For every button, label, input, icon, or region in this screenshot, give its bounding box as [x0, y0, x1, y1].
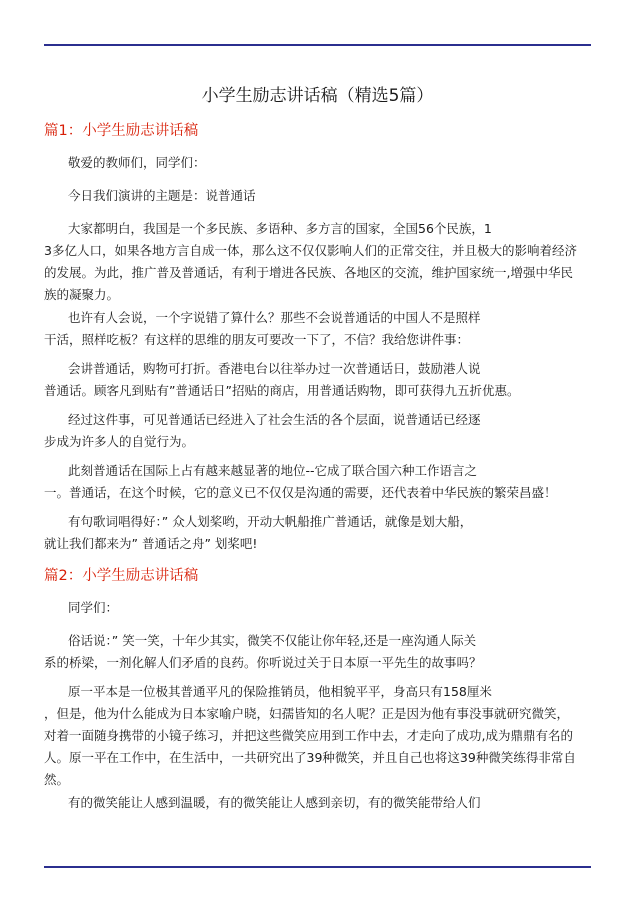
text-line: 会讲普通话，购物可打折。香港电台以往举办过一次普通话日，鼓励港人说: [68, 361, 481, 376]
text-line: 有的微笑能让人感到温暖，有的微笑能让人感到亲切，有的微笑能带给人们: [68, 795, 481, 810]
text-line: 原一平本是一位极其普通平凡的保险推销员，他相貌平平，身高只有158厘米: [68, 684, 492, 699]
text-line: 步成为许多人的自觉行为。: [44, 434, 195, 449]
text-line: 此刻普通话在国际上占有越来越显著的地位--它成了联合国六种工作语言之: [68, 463, 478, 478]
paragraph: [44, 630, 594, 674]
paragraph: [44, 511, 594, 555]
document-title: 小学生励志讲话稿（精选5篇）: [201, 86, 434, 106]
text-line: 对着一面随身携带的小镜子练习，并把这些微笑应用到工作中去，才走向了成功,成为鼎鼎有名的: [44, 728, 573, 743]
text-line: ，但是，他为什么能成为日本家喻户晓，妇孺皆知的名人呢？正是因为他有事没事就研究微笑，: [44, 706, 570, 721]
paragraph: [44, 218, 594, 306]
text-line: 人。原一平在工作中，在生活中，一共研究出了39种微笑，并且自己也将这39种微笑练得非常自: [44, 750, 576, 765]
bottom-rule: [44, 866, 591, 868]
paragraph: [44, 358, 594, 402]
text-line: 就让我们都来为” 普通话之舟” 划桨吧!: [44, 536, 258, 551]
paragraph: [44, 792, 594, 814]
text-line: 的发展。为此，推广普及普通话，有利于增进各民族、各地区的交流，维护国家统一,增强中华民: [44, 265, 573, 280]
paragraph: [44, 307, 594, 351]
text-line: 3多亿人口，如果各地方言自成一体，那么这不仅仅影响人们的正常交往，并且极大的影响着经济: [44, 243, 577, 258]
text-line: 大家都明白，我国是一个多民族、多语种、多方言的国家，全国56个民族，1: [68, 221, 492, 236]
text-line: 也许有人会说，一个字说错了算什么？那些不会说普通话的中国人不是照样: [68, 310, 481, 325]
paragraph: [44, 409, 594, 453]
text-line: 敬爱的教师们，同学们：: [68, 155, 206, 170]
text-line: 族的凝聚力。: [44, 287, 120, 302]
section-heading: 篇1：小学生励志讲话稿: [44, 123, 199, 139]
text-line: 经过这件事，可见普通话已经进入了社会生活的各个层面，说普通话已经逐: [68, 412, 481, 427]
text-line: 俗话说：” 笑一笑，十年少其实，微笑不仅能让你年轻,还是一座沟通人际关: [68, 633, 477, 648]
section-heading: 篇2：小学生励志讲话稿: [44, 568, 199, 584]
paragraph: [44, 681, 594, 791]
text-line: 系的桥梁，一剂化解人们矛盾的良药。你听说过关于日本原一平先生的故事吗？: [44, 655, 482, 670]
text-line: 普通话。顾客凡到贴有”普通话日”招贴的商店，用普通话购物，即可获得九五折优惠。: [44, 383, 520, 398]
top-rule: [44, 44, 591, 46]
text-line: 同学们：: [68, 600, 119, 615]
text-line: 一。普通话，在这个时候，它的意义已不仅仅是沟通的需要，还代表着中华民族的繁荣昌盛！: [44, 485, 557, 500]
paragraph: [44, 152, 594, 174]
text-line: 然。: [44, 772, 70, 787]
text-line: 有句歌词唱得好：” 众人划桨哟，开动大帆船推广普通话，就像是划大船，: [68, 514, 473, 529]
paragraph: [44, 597, 594, 619]
paragraph: [44, 460, 594, 504]
text-line: 干活，照样吃板？有这样的思维的朋友可要改一下了，不信？我给您讲件事：: [44, 332, 470, 347]
text-line: 今日我们演讲的主题是：说普通话: [68, 188, 256, 203]
paragraph: [44, 185, 594, 207]
